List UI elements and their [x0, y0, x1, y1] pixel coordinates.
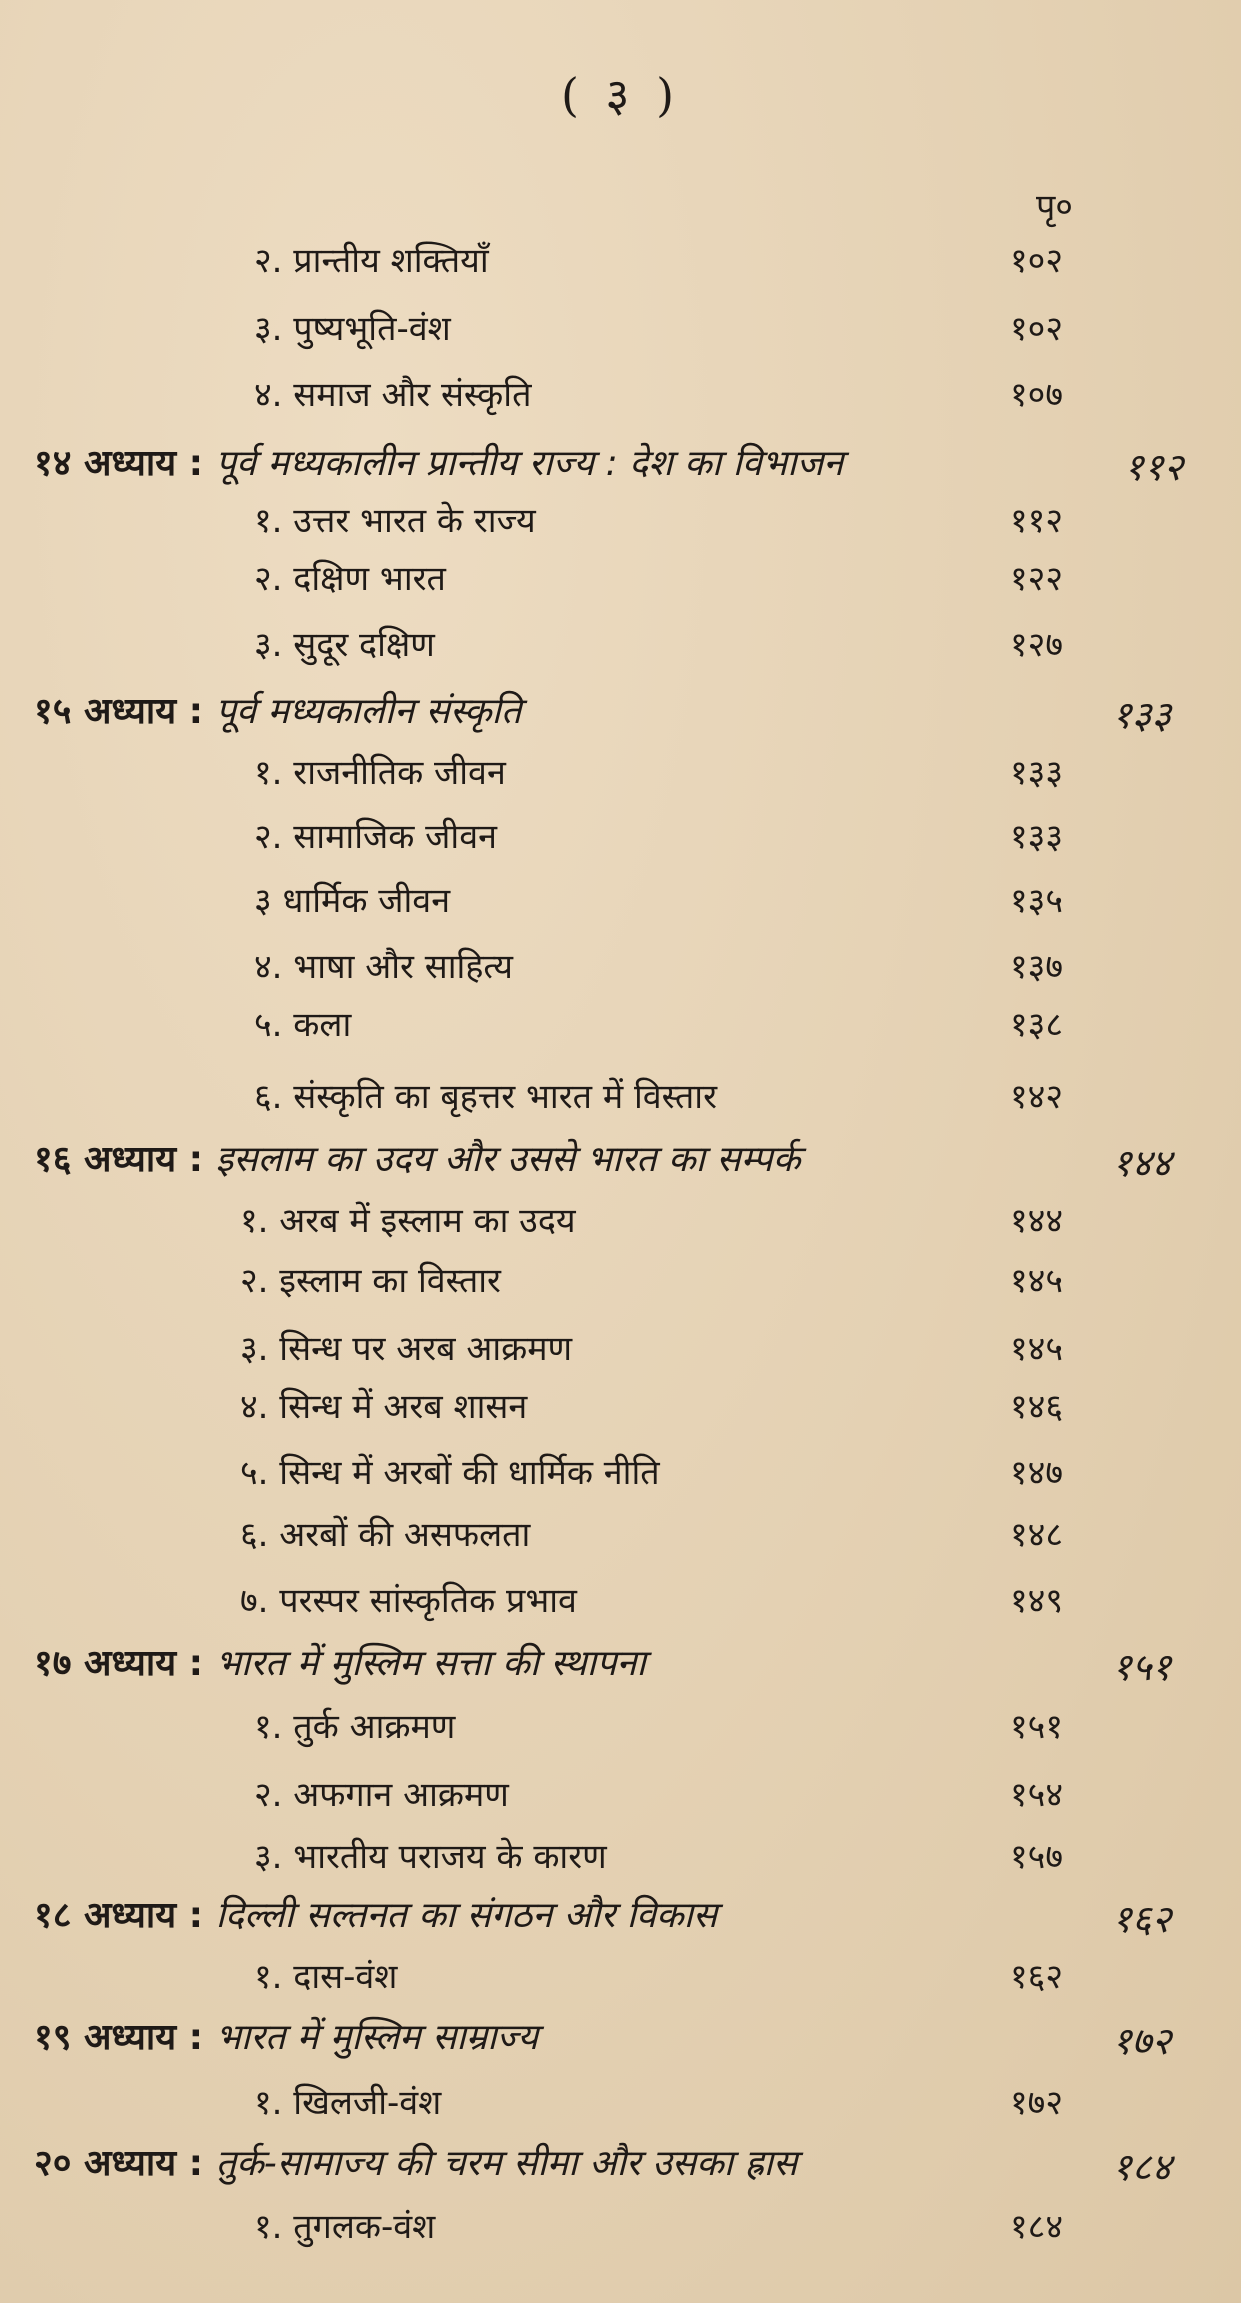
- section-entry: ३. सिन्ध पर अरब आक्रमण: [240, 1329, 573, 1369]
- chapter-page-number: १४४: [1112, 1141, 1172, 1185]
- chapter-heading: [34, 1895, 718, 1936]
- section-entry: १. राजनीतिक जीवन: [254, 753, 506, 793]
- section-entry: ४. समाज और संस्कृति: [254, 375, 532, 415]
- section-entry: ४. भाषा और साहित्य: [254, 947, 513, 987]
- section-page-number: १४५: [1010, 1329, 1064, 1369]
- chapter-title: पूर्व मध्यकालीन प्रान्तीय राज्य : देश का विभाजन: [215, 443, 844, 484]
- chapter-heading: [34, 1139, 801, 1180]
- section-entry: २. अफगान आक्रमण: [254, 1775, 509, 1815]
- page-number: ( ३ ): [560, 68, 681, 122]
- section-page-number: १४८: [1010, 1515, 1064, 1555]
- section-page-number: १४७: [1010, 1453, 1064, 1493]
- chapter-page-number: १८४: [1112, 2145, 1172, 2189]
- chapter-page-number: १७२: [1112, 2019, 1172, 2063]
- chapter-number: १५ अध्याय :: [34, 691, 216, 732]
- chapter-number: १४ अध्याय :: [34, 443, 216, 484]
- section-entry: १. तुगलक-वंश: [254, 2207, 436, 2247]
- section-entry: ६. संस्कृति का बृहत्तर भारत में विस्तार: [254, 1077, 717, 1117]
- section-page-number: १४२: [1010, 1077, 1064, 1117]
- section-page-number: १४४: [1010, 1201, 1064, 1241]
- section-entry: २. सामाजिक जीवन: [254, 817, 497, 857]
- section-entry: १. खिलजी-वंश: [254, 2083, 442, 2123]
- section-entry: ३ धार्मिक जीवन: [254, 881, 451, 921]
- chapter-number: १६ अध्याय :: [34, 1139, 216, 1180]
- chapter-title: इसलाम का उदय और उससे भारत का सम्पर्क: [215, 1139, 801, 1180]
- chapter-heading: [34, 2017, 539, 2058]
- chapter-page-number: ११२: [1124, 445, 1184, 489]
- chapter-heading: [34, 2143, 798, 2184]
- section-page-number: १२७: [1010, 625, 1064, 665]
- chapter-heading: [34, 691, 522, 732]
- section-page-number: १३३: [1010, 753, 1064, 793]
- section-entry: ५. सिन्ध में अरबों की धार्मिक नीति: [240, 1453, 660, 1493]
- section-page-number: १६२: [1010, 1957, 1064, 1997]
- section-page-number: १५७: [1010, 1837, 1064, 1877]
- section-entry: ६. अरबों की असफलता: [240, 1515, 531, 1555]
- section-page-number: १४९: [1010, 1581, 1064, 1621]
- section-page-number: १३७: [1010, 947, 1064, 987]
- chapter-page-number: १५१: [1112, 1645, 1172, 1689]
- chapter-page-number: १६२: [1112, 1897, 1172, 1941]
- chapter-title: तुर्क-सामाज्य की चरम सीमा और उसका ह्रास: [215, 2143, 798, 2184]
- section-page-number: १४६: [1010, 1387, 1064, 1427]
- section-page-number: १४५: [1010, 1261, 1064, 1301]
- chapter-number: २० अध्याय :: [34, 2143, 216, 2184]
- section-page-number: १५४: [1010, 1775, 1064, 1815]
- section-page-number: १५१: [1010, 1707, 1064, 1747]
- section-page-number: १३८: [1010, 1005, 1064, 1045]
- section-entry: १. तुर्क आक्रमण: [254, 1707, 456, 1747]
- chapter-number: १७ अध्याय :: [34, 1643, 216, 1684]
- section-page-number: ११२: [1010, 501, 1064, 541]
- chapter-heading: [34, 443, 844, 484]
- section-entry: २. प्रान्तीय शक्तियाँ: [254, 241, 489, 281]
- chapter-title: दिल्ली सल्तनत का संगठन और विकास: [215, 1895, 718, 1936]
- section-entry: १. दास-वंश: [254, 1957, 398, 1997]
- section-entry: ४. सिन्ध में अरब शासन: [240, 1387, 528, 1427]
- chapter-number: १८ अध्याय :: [34, 1895, 216, 1936]
- section-page-number: १७२: [1010, 2083, 1064, 2123]
- section-page-number: १०२: [1010, 309, 1064, 349]
- chapter-heading: [34, 1643, 646, 1684]
- section-entry: १. अरब में इस्लाम का उदय: [240, 1201, 576, 1241]
- chapter-title: भारत में मुस्लिम सत्ता की स्थापना: [215, 1643, 646, 1684]
- page-column-header: पृ०: [1036, 187, 1073, 227]
- section-entry: ७. परस्पर सांस्कृतिक प्रभाव: [240, 1581, 577, 1621]
- chapter-title: भारत में मुस्लिम साम्राज्य: [215, 2017, 539, 2058]
- section-page-number: १०७: [1010, 375, 1064, 415]
- chapter-page-number: १३३: [1112, 693, 1172, 737]
- chapter-title: पूर्व मध्यकालीन संस्कृति: [215, 691, 522, 732]
- section-page-number: १८४: [1010, 2207, 1064, 2247]
- section-entry: ५. कला: [254, 1005, 352, 1045]
- section-page-number: १३५: [1010, 881, 1064, 921]
- section-page-number: १०२: [1010, 241, 1064, 281]
- section-entry: ३. पुष्यभूति-वंश: [254, 309, 451, 349]
- section-page-number: १२२: [1010, 559, 1064, 599]
- section-entry: ३. सुदूर दक्षिण: [254, 625, 435, 665]
- section-entry: ३. भारतीय पराजय के कारण: [254, 1837, 607, 1877]
- section-page-number: १३३: [1010, 817, 1064, 857]
- section-entry: १. उत्तर भारत के राज्य: [254, 501, 536, 541]
- section-entry: २. दक्षिण भारत: [254, 559, 446, 599]
- chapter-number: १९ अध्याय :: [34, 2017, 216, 2058]
- section-entry: २. इस्लाम का विस्तार: [240, 1261, 501, 1301]
